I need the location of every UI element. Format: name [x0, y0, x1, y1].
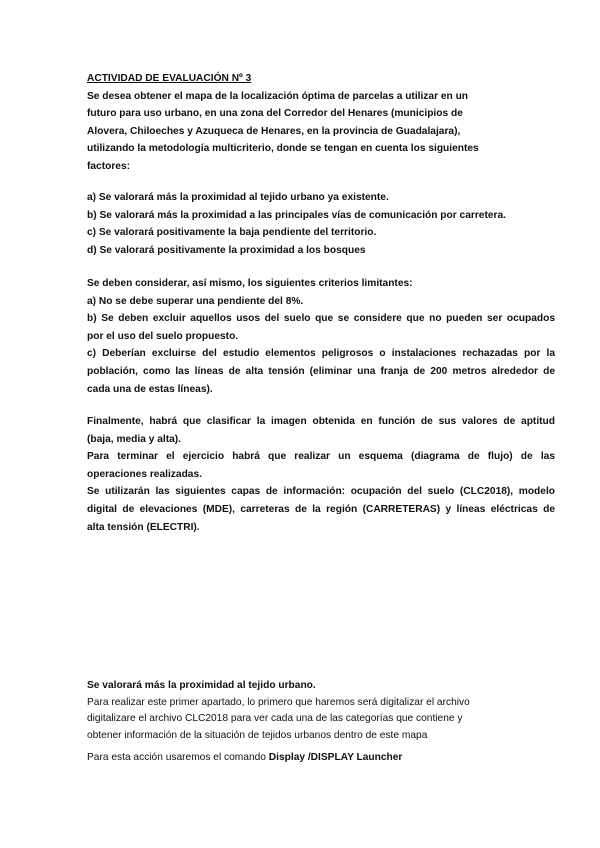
section-body-line: digitalizare el archivo CLC2018 para ver cada una de las categorías que contiene y	[87, 713, 463, 725]
intro-line: utilizando la metodología multicriterio, donde se tengan en cuenta los siguientes	[87, 143, 479, 155]
command-name: Display /DISPLAY Launcher	[268, 751, 403, 763]
closing-line: operaciones realizadas.	[87, 468, 202, 480]
section-heading: Se valorará más la proximidad al tejido urbano.	[87, 680, 316, 691]
factor-item: a) Se valorará más la proximidad al tejido urbano ya existente.	[87, 192, 389, 203]
intro-line: futuro para uso urbano, en una zona del Corredor del Henares (municipios de	[87, 108, 463, 120]
closing-line: (baja, media y alta).	[87, 433, 181, 445]
factor-item: b) Se valorará más la proximidad a las principales vías de comunicación por carretera.	[87, 209, 506, 221]
factor-item: c) Se valorará positivamente la baja pendiente del territorio.	[87, 227, 377, 239]
urban-proximity-section	[87, 677, 555, 767]
factor-item: d) Se valorará positivamente la proximidad a los bosques	[87, 244, 366, 256]
limits-section	[87, 275, 555, 398]
intro-line: Alovera, Chiloeches y Azuqueca de Henares, en la provincia de Guadalajara),	[87, 125, 461, 137]
limits-intro: Se deben considerar, así mismo, los siguientes criterios limitantes:	[87, 278, 413, 289]
limit-item: c) Deberían excluirse del estudio elementos peligrosos o instalaciones rechazadas por la	[87, 348, 555, 360]
closing-line: Finalmente, habrá que clasificar la imagen obtenida en función de sus valores de aptitud	[87, 416, 555, 427]
closing-line: Se utilizarán las siguientes capas de información: ocupación del suelo (CLC2018), modelo	[87, 486, 555, 498]
section-body-line: obtener información de la situación de tejidos urbanos dentro de este mapa	[87, 730, 428, 742]
limit-item: a) No se debe superar una pendiente del 8%.	[87, 295, 304, 307]
limit-item: b) Se deben excluir aquellos usos del suelo que se considere que no pueden ser ocupados	[87, 313, 555, 325]
command-prefix: Para esta acción usaremos el comando	[87, 751, 269, 763]
factors-list	[87, 189, 555, 259]
closing-line: digital de elevaciones (MDE), carreteras de la región (CARRETERAS) y líneas eléctricas de	[87, 503, 555, 515]
closing-line: Para terminar el ejercicio habrá que realizar un esquema (diagrama de flujo) de las	[87, 451, 555, 463]
document-header	[87, 70, 555, 176]
command-line	[87, 750, 555, 767]
limit-item: por el uso del suelo propuesto.	[87, 330, 239, 342]
closing-section	[87, 413, 555, 536]
closing-line: alta tensión (ELECTRI).	[87, 521, 200, 533]
limit-item: población, como las líneas de alta tensión (eliminar una franja de 200 metros alrededor de	[87, 365, 555, 377]
limit-item: cada una de estas líneas).	[87, 383, 213, 395]
page-title: ACTIVIDAD DE EVALUACIÓN Nº 3	[87, 73, 252, 84]
intro-line: Se desea obtener el mapa de la localización óptima de parcelas a utilizar en un	[87, 90, 469, 102]
section-body-line: Para realizar este primer apartado, lo primero que haremos será digitalizar el archivo	[87, 696, 470, 708]
intro-line: factores:	[87, 160, 131, 172]
